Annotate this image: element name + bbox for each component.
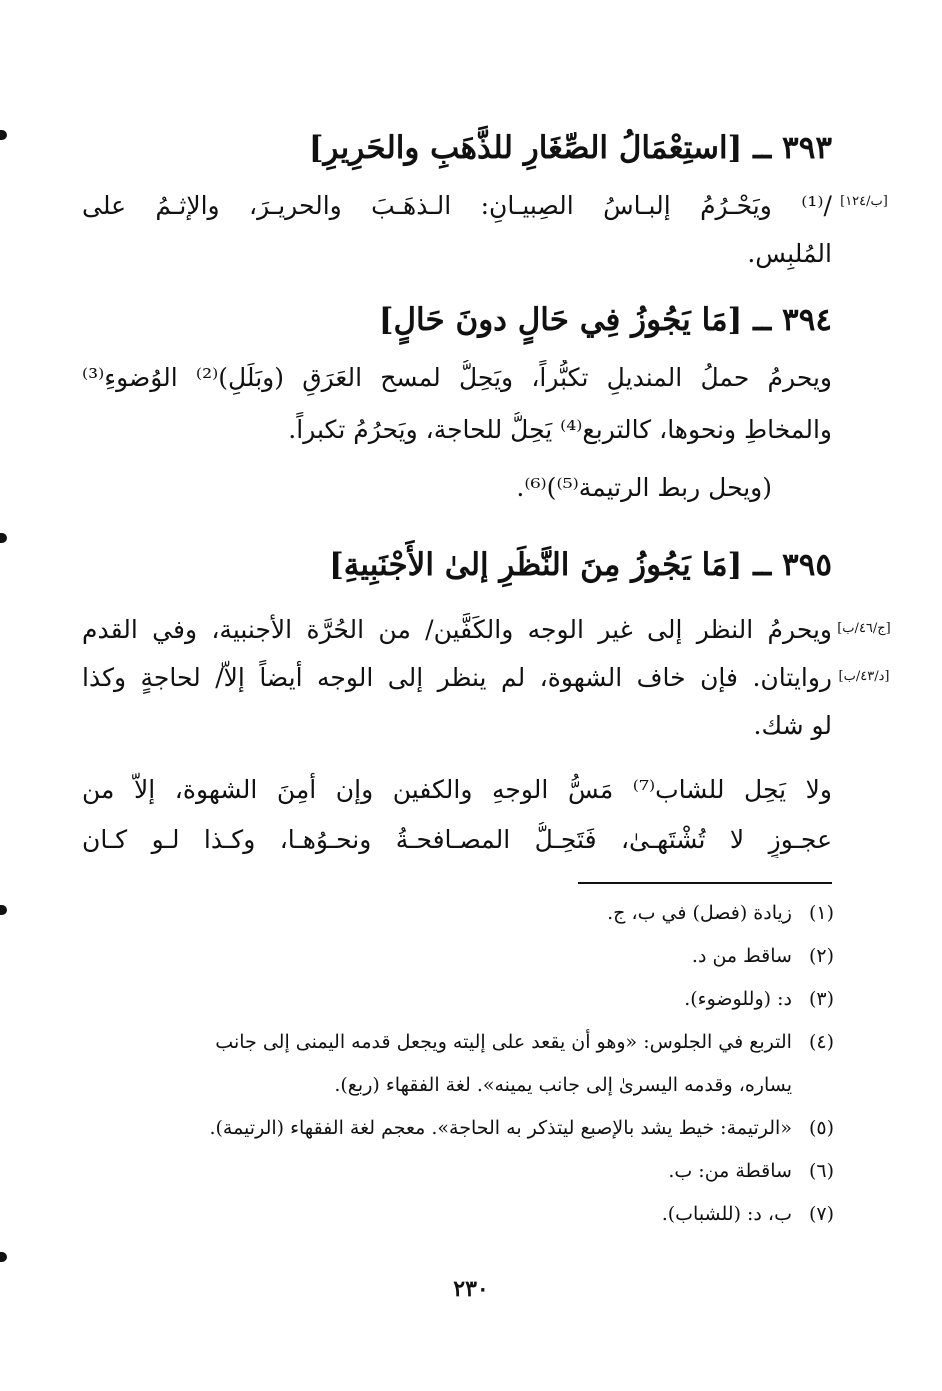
footnote-text: ب، د: (للشباب).	[661, 1203, 792, 1225]
footnote-text: د: (وللوضوء).	[684, 988, 792, 1010]
footnote-text: «الرتيمة: خيط يشد بالإصبع ليتذكر به الحاجة». معجم لغة الفقهاء (الرتيمة).	[209, 1117, 792, 1139]
binding-mark	[0, 1252, 7, 1262]
binding-mark	[0, 533, 7, 543]
section-heading-393: ٣٩٣ ــ [استِعْمَالُ الصِّغَارِ للذَّهَبِ والحَرِيرِ]	[308, 130, 832, 166]
paragraph-line: ويحرمُ النظر إلى غير الوجه والكَفَّين/ من الحُرَّة الأجنبية، وفي القدم	[82, 615, 832, 644]
section-heading-395: ٣٩٥ ــ [مَا يَجُوزُ مِنَ النَّظَرِ إلىٰ الأَجْنَبِيةِ]	[329, 547, 832, 583]
footnote-2	[74, 943, 834, 969]
footnote-number: (٤)	[808, 1031, 834, 1053]
footnote-separator	[578, 882, 832, 884]
paragraph-line: /⁽¹⁾ ويَحْـرُمُ إلبـاسُ الصِبيـانِ: الـذهَـبَ والحريـرَ، والإثـمُ على	[82, 191, 832, 220]
footnote-number: (٥)	[808, 1117, 834, 1139]
section-heading-394: ٣٩٤ ــ [مَا يَجُوزُ فِي حَالٍ دونَ حَالٍ]	[378, 302, 832, 338]
margin-note-b124: [ب/١٢٤]	[840, 194, 888, 209]
footnote-number: (٧)	[808, 1203, 834, 1225]
footnote-4	[74, 1029, 834, 1055]
footnote-number: (٣)	[808, 988, 834, 1010]
footnote-4-continuation: يساره، وقدمه اليسرىٰ إلى جانب يمينه». لغة الفقهاء (ربع).	[334, 1074, 792, 1096]
paragraph-line: ويحرمُ حملُ المنديلِ تكبُّراً، ويَحِلُّ لمسح العَرَقِ (وبَلَلِ)⁽²⁾ الوُضوءِ⁽³⁾	[82, 363, 832, 392]
footnote-7	[74, 1201, 834, 1227]
paragraph-line: لو شك.	[753, 711, 832, 740]
footnote-text: زيادة (فصل) في ب، ج.	[607, 902, 792, 924]
footnote-1	[74, 900, 834, 926]
footnote-number: (١)	[808, 902, 834, 924]
margin-note-j46b: [ج/٤٦/ب]	[837, 621, 891, 636]
paragraph-line: ولا يَحِل للشاب⁽⁷⁾ مَسُّ الوجهِ والكفين وإن أَمِنَ الشهوة، إلاَّ من	[82, 775, 832, 804]
paragraph-line: (ويحل ربط الرتيمة⁽⁵⁾)⁽⁶⁾.	[516, 473, 772, 502]
paragraph-line: روايتان. فإن خاف الشهوة، لم ينظر إلى الوجه أيضاً إلاَّ/ لحاجةٍ وكذا	[82, 663, 832, 692]
page-number: ٢٣٠	[453, 1276, 489, 1302]
footnote-text: ساقط من د.	[691, 945, 792, 967]
footnote-text: التربع في الجلوس: «وهو أن يقعد على إليته ويجعل قدمه اليمنى إلى جانب	[215, 1031, 792, 1053]
margin-note-d43b: [د/٤٣/ب]	[838, 669, 890, 684]
binding-mark	[0, 130, 7, 140]
paragraph-line: والمخاطِ ونحوها، كالتربع⁽⁴⁾ يَحِلُّ للحاجة، ويَحرُمُ تكبراً.	[288, 415, 832, 444]
footnote-5	[74, 1115, 834, 1141]
footnote-number: (٢)	[808, 945, 834, 967]
binding-mark	[0, 905, 7, 915]
paragraph-line: المُلبِس.	[747, 239, 832, 268]
footnote-3	[74, 986, 834, 1012]
footnote-6	[74, 1158, 834, 1184]
footnote-text: ساقطة من: ب.	[668, 1160, 792, 1182]
footnote-number: (٦)	[808, 1160, 834, 1182]
paragraph-line: عجـوزٍ لا تُشْتَهـىٰ، فَتَحِـلُّ المصـافحـةُ ونحـوُهـا، وكـذا لـو كـان	[82, 825, 832, 854]
